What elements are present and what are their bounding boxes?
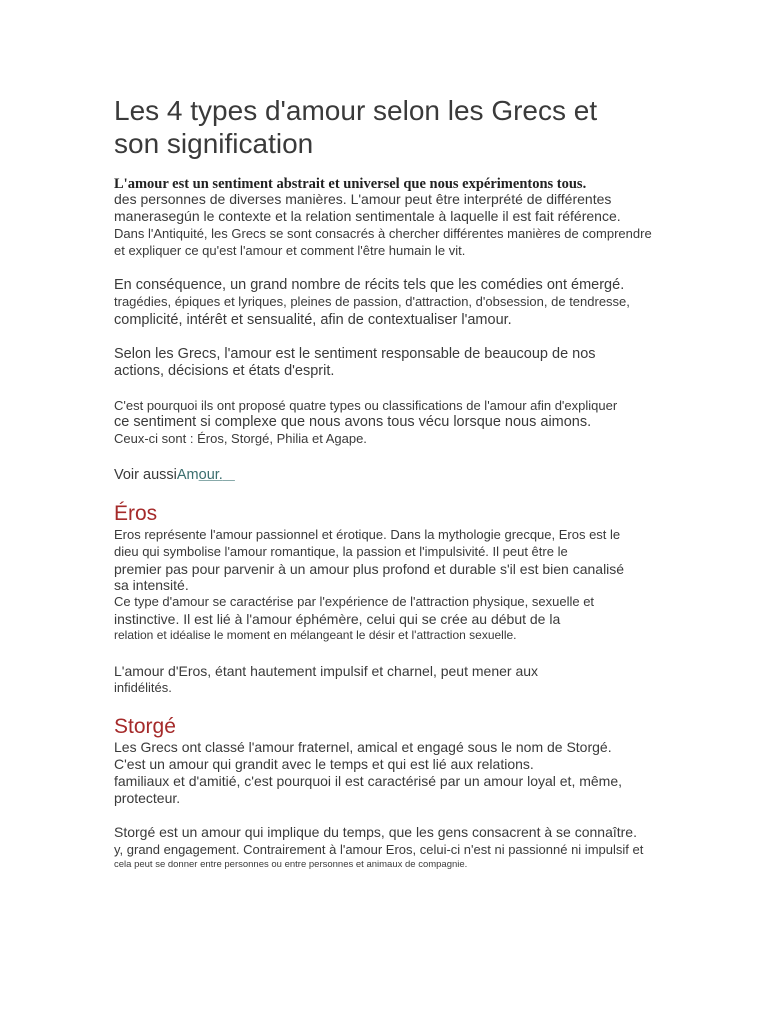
page-title-line-2: son signification (114, 128, 314, 159)
storge-para2-line: Storgé est un amour qui implique du temps, que les gens consacrent à se connaître. (114, 824, 637, 840)
intro-line: et expliquer ce qu'est l'amour et comment l'être humain le vit. (114, 243, 466, 258)
para4-line: ce sentiment si complexe que nous avons tous vécu lorsque nous aimons. (114, 414, 592, 430)
see-also-link[interactable] (177, 467, 235, 483)
eros-line: relation et idéalise le moment en mélangeant le désir et l'attraction sexuelle. (114, 628, 517, 642)
eros-line: premier pas pour parvenir à un amour plus profond et durable s'il est bien canalisé (114, 561, 625, 577)
storge-para2-line: y, grand engagement. Contrairement à l'amour Eros, celui-ci n'est ni passionné ni impulsif et (114, 842, 644, 857)
intro-lead: L'amour est un sentiment abstrait et universel que nous expérimentons tous. (114, 176, 587, 192)
see-also-link-underline (223, 467, 235, 483)
page-title-line-1: Les 4 types d'amour selon les Grecs et (114, 95, 598, 126)
para4-line: C'est pourquoi ils ont proposé quatre types ou classifications de l'amour afin d'expliquer (114, 398, 618, 413)
eros-line: Ce type d'amour se caractérise par l'expérience de l'attraction physique, sexuelle et (114, 594, 595, 609)
para2-line: En conséquence, un grand nombre de récits tels que les comédies ont émergé. (114, 277, 625, 293)
intro-line: manerasegún le contexte et la relation sentimentale à laquelle il est fait référence. (114, 208, 621, 224)
para2-line: tragédies, épiques et lyriques, pleines de passion, d'attraction, d'obsession, de tendresse, (114, 294, 630, 309)
see-also (114, 468, 235, 483)
eros-line: dieu qui symbolise l'amour romantique, la passion et l'impulsivité. Il peut être le (114, 544, 568, 559)
eros-para2-line: infidélités. (114, 680, 172, 695)
para2-line: complicité, intérêt et sensualité, afin de contextualiser l'amour. (114, 312, 512, 328)
storge-line: Les Grecs ont classé l'amour fraternel, amical et engagé sous le nom de Storgé. (114, 739, 612, 755)
see-also-link-text-b: our. (198, 467, 223, 483)
see-also-prefix: Voir aussi (114, 467, 177, 483)
storge-heading: Storgé (114, 715, 176, 738)
storge-line: protecteur. (114, 790, 181, 806)
storge-line: familiaux et d'amitié, c'est pourquoi il est caractérisé par un amour loyal et, même, (114, 773, 623, 789)
para4-line: Ceux-ci sont : Éros, Storgé, Philia et Agape. (114, 431, 367, 446)
para3-line: actions, décisions et états d'esprit. (114, 363, 335, 379)
intro-line: Dans l'Antiquité, les Grecs se sont consacrés à chercher différentes manières de comprendre (114, 226, 652, 241)
storge-line: C'est un amour qui grandit avec le temps et qui est lié aux relations. (114, 756, 534, 772)
intro-line: des personnes de diverses manières. L'amour peut être interprété de différentes (114, 191, 612, 207)
eros-heading: Éros (114, 502, 158, 525)
para3-line: Selon les Grecs, l'amour est le sentiment responsable de beaucoup de nos (114, 346, 596, 362)
storge-para2-line: cela peut se donner entre personnes ou entre personnes et animaux de compagnie. (114, 859, 468, 870)
eros-line: sa intensité. (114, 577, 189, 593)
eros-line: Eros représente l'amour passionnel et érotique. Dans la mythologie grecque, Eros est le (114, 527, 621, 542)
eros-para2-line: L'amour d'Eros, étant hautement impulsif et charnel, peut mener aux (114, 663, 539, 679)
eros-line: instinctive. Il est lié à l'amour éphémère, celui qui se crée au début de la (114, 611, 561, 627)
see-also-link-text-a: Am (176, 467, 199, 483)
